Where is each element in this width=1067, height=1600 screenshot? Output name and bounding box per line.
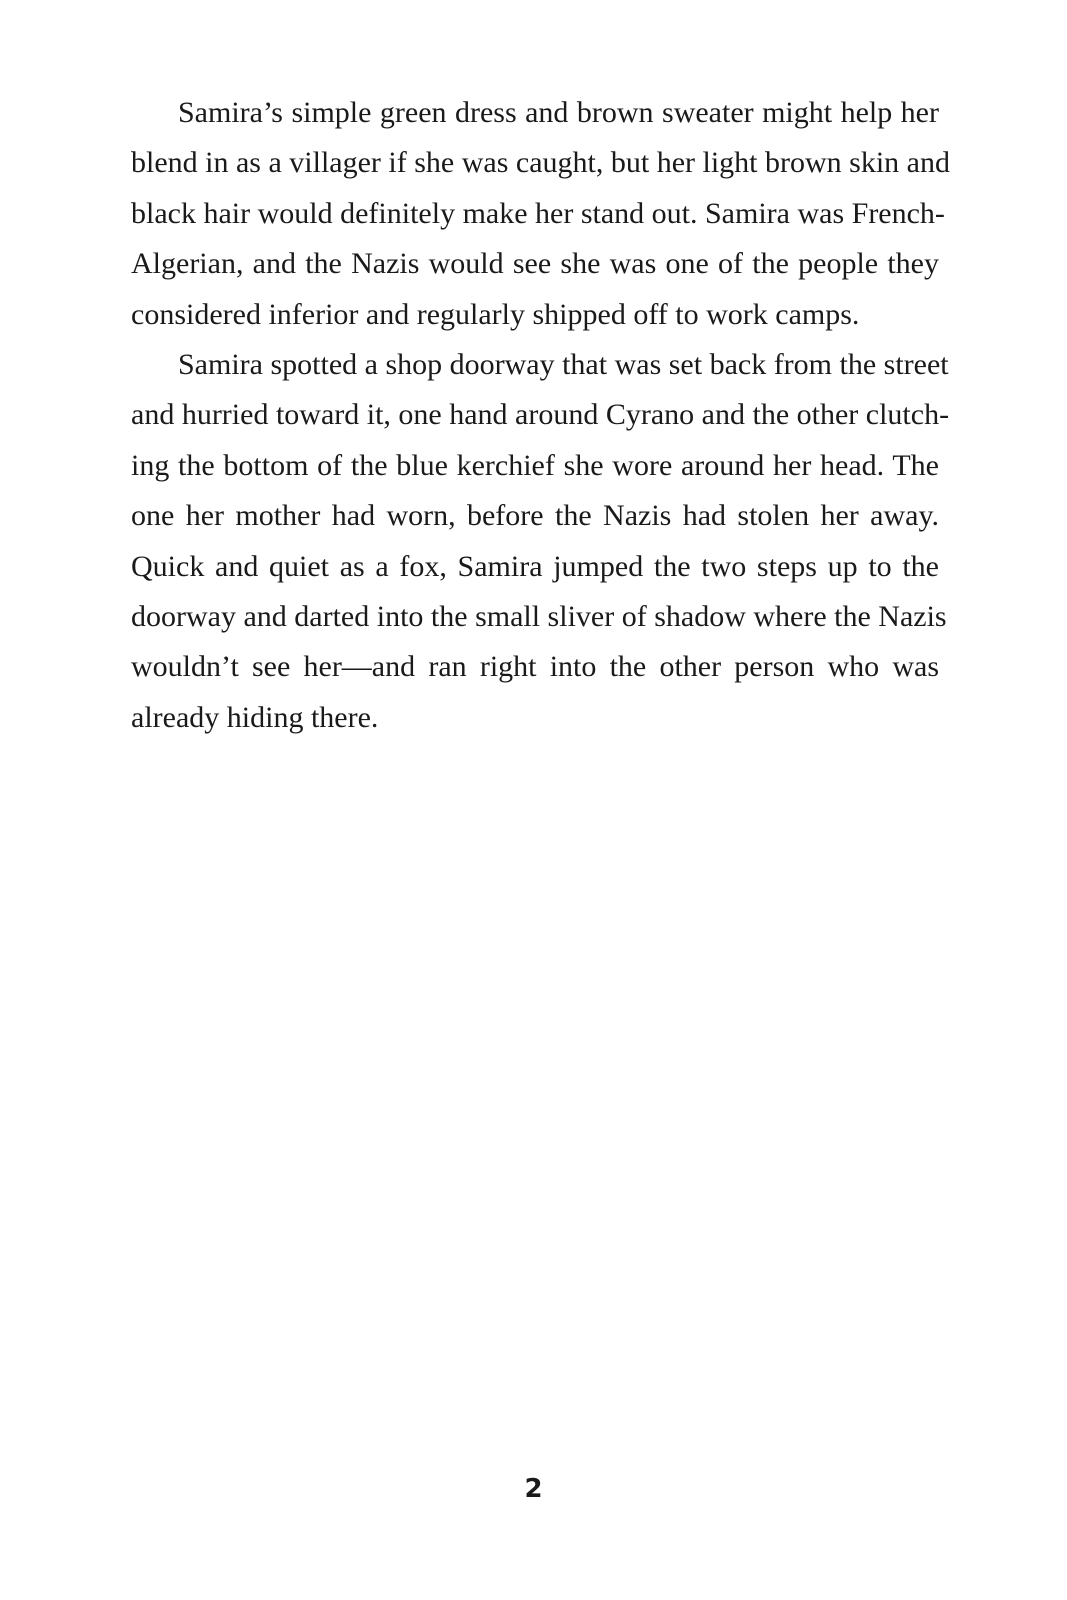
text-line: doorway and darted into the small sliver of shadow where the Nazis — [131, 599, 947, 633]
text-line: Samira’s simple green dress and brown sweater might help her — [178, 96, 939, 129]
body-text — [131, 88, 950, 743]
text-line: blend in as a villager if she was caught, but her light brown skin and — [131, 146, 950, 180]
text-line: and hurried toward it, one hand around Cyrano and the other clutch- — [131, 398, 950, 432]
text-line: Samira spotted a shop doorway that was set back from the street — [178, 347, 949, 381]
page-number: 2 — [524, 1474, 543, 1504]
text-line: black hair would definitely make her stand out. Samira was French- — [131, 196, 945, 230]
text-line: considered inferior and regularly shipped off to work camps. — [131, 297, 860, 331]
text-line: already hiding there. — [131, 700, 379, 734]
paragraph-1 — [131, 88, 950, 340]
text-line: one her mother had worn, before the Nazis had stolen her away. — [131, 499, 939, 533]
text-line: Algerian, and the Nazis would see she was one of the people they — [131, 247, 939, 281]
text-line: ing the bottom of the blue kerchief she wore around her head. The — [131, 448, 939, 482]
paragraph-2 — [131, 340, 950, 743]
text-line: wouldn’t see her—and ran right into the other person who was — [131, 650, 939, 684]
text-line: Quick and quiet as a fox, Samira jumped the two steps up to the — [131, 549, 939, 583]
